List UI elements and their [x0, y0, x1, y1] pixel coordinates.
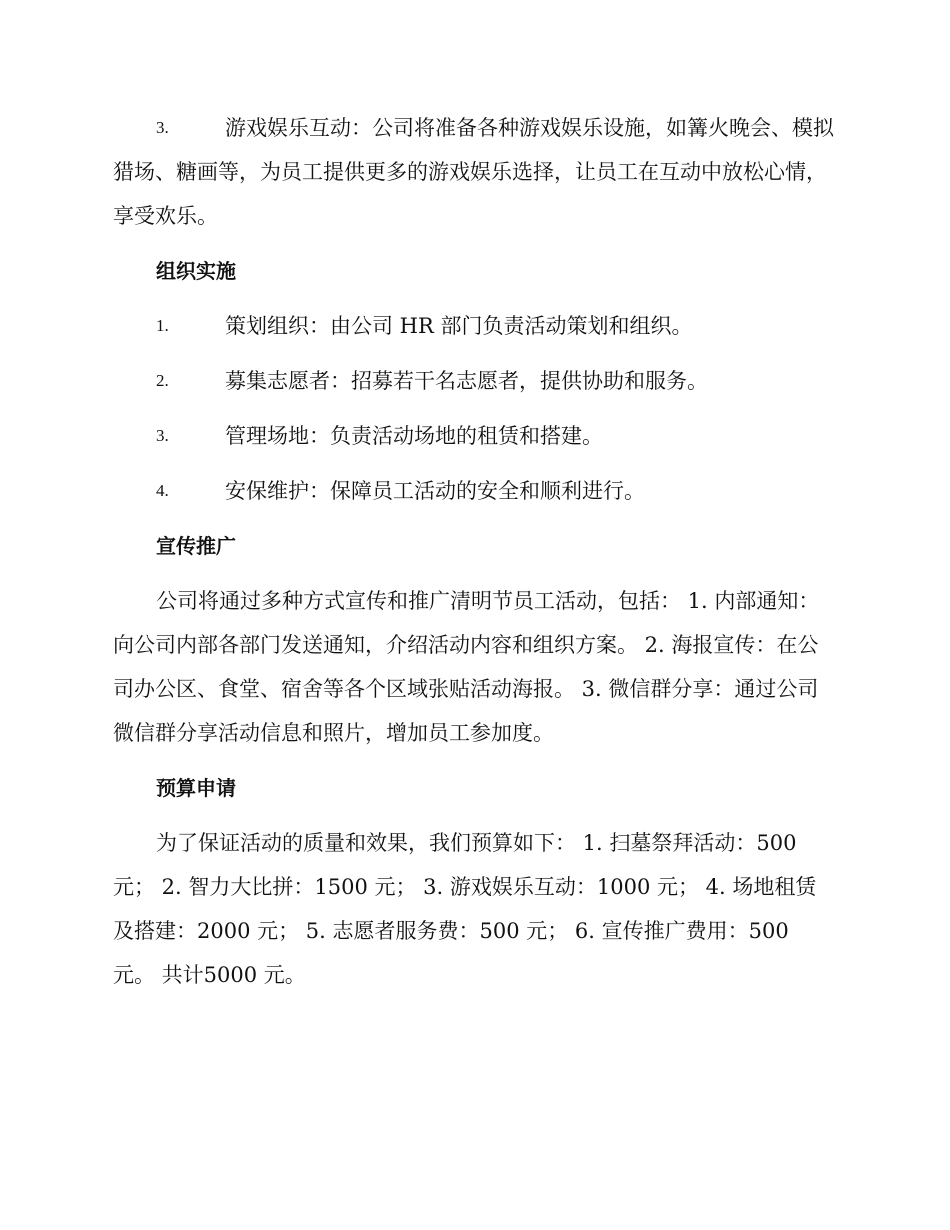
heading-budget: 预算申请 [156, 776, 236, 800]
list-text: 管理场地：负责活动场地的租赁和搭建。 [225, 424, 603, 448]
list-item-games [113, 106, 835, 238]
list-number: 2. [156, 371, 169, 390]
list-number: 4. [156, 481, 169, 500]
document-content [113, 106, 835, 997]
list-number: 1. [156, 316, 169, 335]
list-item-org-4 [113, 469, 835, 513]
list-item-org-3 [113, 414, 835, 458]
list-text: 策划组织：由公司 HR 部门负责活动策划和组织。 [225, 314, 693, 338]
list-number: 3. [156, 118, 169, 137]
heading-promotion: 宣传推广 [156, 534, 236, 558]
list-number: 3. [156, 426, 169, 445]
list-text: 游戏娱乐互动：公司将准备各种游戏娱乐设施，如篝火晚会、模拟猎场、糖画等，为员工提供更多的游戏娱乐选择，让员工在互动中放松心情，享受欢乐。 [113, 116, 834, 228]
list-item-org-2 [113, 359, 835, 403]
list-text: 募集志愿者：招募若干名志愿者，提供协助和服务。 [225, 369, 708, 393]
list-item-org-1 [113, 304, 835, 348]
paragraph-promotion: 公司将通过多种方式宣传和推广清明节员工活动，包括： 1. 内部通知：向公司内部各部门发送通知，介绍活动内容和组织方案。 2. 海报宣传：在公司办公区、食堂、宿舍等各个区域张贴活动海报。 3. 微信群分享：通过公司微信群分享活动信息和照片，增加员工参加度。 [113, 589, 820, 745]
list-text: 安保维护：保障员工活动的安全和顺利进行。 [225, 479, 645, 503]
heading-organization: 组织实施 [156, 259, 236, 283]
paragraph-budget: 为了保证活动的质量和效果，我们预算如下： 1. 扫墓祭拜活动：500元； 2. 智力大比拼：1500 元； 3. 游戏娱乐互动：1000 元； 4. 场地租赁及搭建：2000 元； 5. 志愿者服务费：500 元； 6. 宣传推广费用：500 元。 共计5000 元。 [113, 831, 817, 987]
